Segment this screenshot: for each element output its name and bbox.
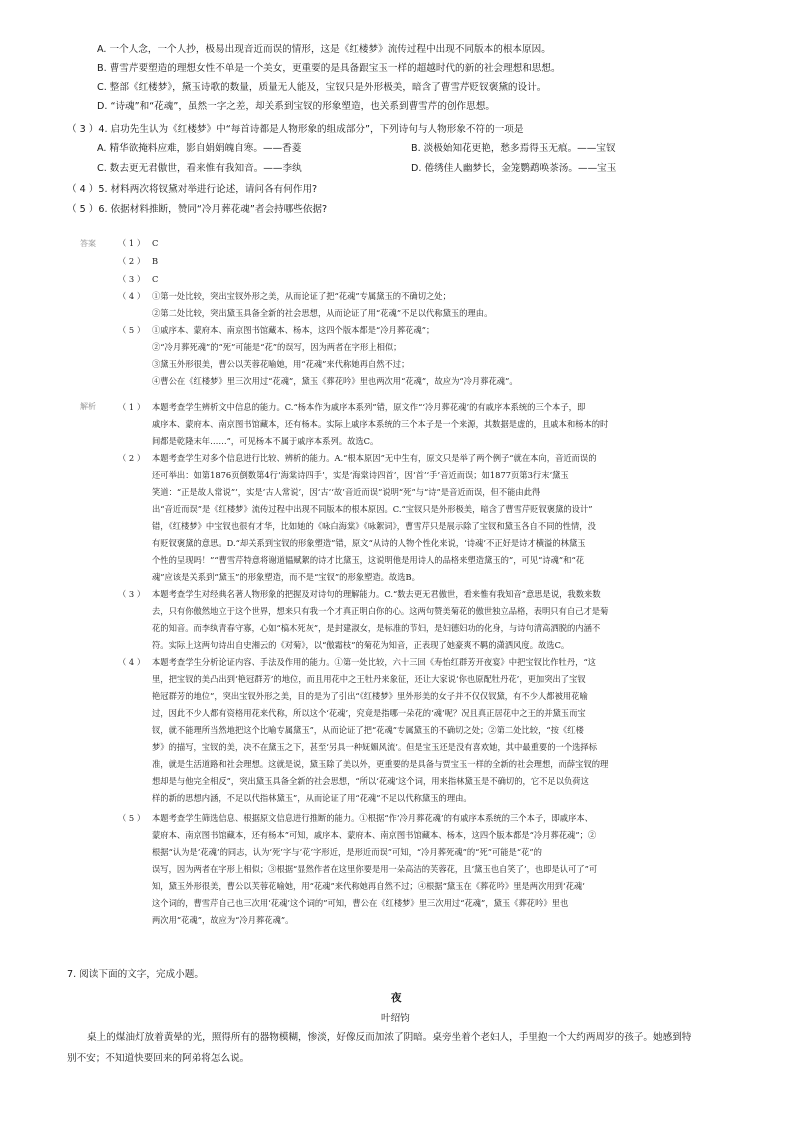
answer-num: （ 4 ） xyxy=(118,291,146,301)
analysis-line: 本题考查学生对经典名著人物形象的把握及对诗句的理解能力。C.“数去更无君傲世，看来惟有我知音”意思是说，我数来数 xyxy=(152,589,601,599)
passage-paragraph: 桌上的煤油灯放着黄晕的光，照得所有的器物模糊，惨淡，好像反而加浓了阴暗。桌旁坐着个老妇人，手里抱一个大约两周岁的孩子。她感到特 xyxy=(87,1032,692,1043)
analysis-line: 两次用“花魂”，故应为“冷月葬花魂”。 xyxy=(152,915,294,925)
analysis-line: 本题考查学生辨析文中信息的能力。C.“杨本作为戚序本系列”错，原文作“‘冷月葬花魂’的有戚序本系统的三个本子，即 xyxy=(152,402,586,412)
analysis-line: 根据“认为是‘花魂’的同志，认为‘死’字与‘花’字形近，是形近而误”可知，“冷月葬死魂”的“死”可能是“花”的 xyxy=(152,847,542,857)
analysis-line: 间都是乾隆末年……”，可见杨本不属于戚序本系列。故选C。 xyxy=(152,436,379,446)
analysis-line: 本题考查学生筛选信息、根据原文信息进行推断的能力。①根据“作‘冷月葬花魂’的有戚序本系统的三个本子，即戚序本、 xyxy=(152,813,593,823)
analysis-num: （ 2 ） xyxy=(118,453,146,463)
answer-num: （ 2 ） xyxy=(118,256,146,266)
analysis-num: （ 4 ） xyxy=(118,657,146,667)
analysis-line: 里，把宝钗的美凸出到‘艳冠群芳’的地位，而且用花中之王牡丹来象征，还让大家说‘你也原配牡丹花’，更加突出了宝钗 xyxy=(152,674,586,684)
analysis-line: 个性的呈现吗！”“曹雪芹特意将谢道韫赋絮的诗才比黛玉，这说明他是用诗人的品格来塑造黛玉的”，可见“诗魂”和“花 xyxy=(152,555,585,565)
analysis-num: （ 3 ） xyxy=(118,589,146,599)
answer-text: ①戚序本、蒙府本、南京图书馆藏本、杨本，这四个版本都是“冷月葬花魂”； xyxy=(152,325,435,335)
answer-num: （ 3 ） xyxy=(118,274,146,284)
analysis-line: 本题考查学生对多个信息进行比较、辨析的能力。A.“根本原因”无中生有，原文只是举了两个例子“就在本向，音近而误的 xyxy=(152,453,597,463)
analysis-line: 魂”应该是关系到“黛玉”的形象塑造，而不是“宝钗”的形象塑造。故选B。 xyxy=(152,572,420,582)
option-d: D. “诗魂”和“花魂”，虽然一字之差，却关系到宝钗的形象塑造，也关系到曹雪芹的创作思想。 xyxy=(97,101,495,112)
analysis-line: 笑道：“正是故人常说”’，实是‘古人常说’，因‘古’‘故’音近而误”说明“死”与“诗”是音近而误，但不能由此得 xyxy=(152,487,541,497)
question-6: （ 5 ）6. 依据材料推断，赞同“冷月葬花魂”者会持哪些依据? xyxy=(67,204,328,215)
analysis-num: （ 5 ） xyxy=(118,813,146,823)
analysis-line: 梦》的描写，宝钗的美，决不在黛玉之下，甚至‘另具一种妩媚风流’。但是宝玉还是没有喜欢她，其中最重要的一个选择标 xyxy=(152,742,598,752)
answer-text: ④曹公在《红楼梦》里三次用过“花魂”，黛玉《葬花吟》里也两次用“花魂”，故应为“冷月葬花魂”。 xyxy=(152,376,518,386)
analysis-line: 去，只有你傲然地立于这个世界，想来只有我一个才真正明白你的心。这两句赞美菊花的傲世独立品格，表明只有自己才是菊 xyxy=(152,606,609,616)
analysis-line: 本题考查学生分析论证内容、手法及作用的能力。①第一处比较，六十三回《寿怡红群芳开夜宴》中把宝钗比作牡丹，“这 xyxy=(152,657,596,667)
analysis-line: 这个词的，曹雪芹自己也三次用‘花魂’这个词的”可知，曹公在《红楼梦》里三次用过“花魂”，黛玉《葬花吟》里也 xyxy=(152,898,569,908)
analysis-line: 知，黛玉外形很美，曹公以芙蓉花喻她，用“花魂”来代称她再自然不过；④根据“黛玉在《葬花吟》里是两次用到‘花魂’ xyxy=(152,881,585,891)
analysis-line: 错，《红楼梦》中宝钗也很有才华，比如她的《咏白海棠》《咏絮词》，曹雪芹只是展示除了宝钗和黛玉各自不同的性情，没 xyxy=(152,521,596,531)
analysis-line: 花的知音。而李纨青春守寡，心如“槁木死灰”，是封建淑女，是标准的节妇，是妇德妇功的化身，与诗句清高洒脱的内涵不 xyxy=(152,623,601,633)
analysis-line: 准，就是生活道路和社会理想。这就是说，黛玉除了美以外，更重要的是具备与贾宝玉一样的全新的社会理想，而薛宝钗的理 xyxy=(152,759,609,769)
passage-paragraph: 别不安；不知道快要回来的阿弟将怎么说。 xyxy=(67,1053,250,1064)
question-4-option-d: D. 倦绣佳人幽梦长，金笼鹦鹉唤茶汤。——宝玉 xyxy=(411,163,617,174)
answer-text: ①第一处比较，突出宝钗外形之美，从而论证了把“花魂”专属黛玉的不确切之处； xyxy=(152,291,451,301)
analysis-line: 还可举出：如第1876页倒数第4行‘海棠诗四手’，实是‘海棠诗四首’，因‘首’‘手’音近而误；如1877页第3行末‘黛玉 xyxy=(152,470,569,480)
analysis-line: 钗，就不能理所当然地把这个比喻专属黛玉”，从而论证了把“花魂”专属黛玉的不确切之处；②第二处比较，“按《红楼 xyxy=(152,725,584,735)
passage-title: 夜 xyxy=(391,992,402,1004)
analysis-line: 误写，因为两者在字形上相似；③根据“显然作者在这里你要是用一朵高洁的芙蓉花，且‘黛玉也自笑了’，也即是认可了”可 xyxy=(152,864,598,874)
answer-text: C xyxy=(152,274,159,284)
passage-author: 叶绍钧 xyxy=(381,1013,410,1024)
question-4-option-c: C. 数去更无君傲世，看来惟有我知音。——李纨 xyxy=(97,163,302,174)
question-7-prompt: 7. 阅读下面的文字，完成小题。 xyxy=(67,969,204,980)
analysis-line: 出“音近而误”是《红楼梦》流传过程中出现不同版本的根本原因。C.“宝钗只是外形极美，暗含了曹雪芹贬钗褒黛的设计” xyxy=(152,504,593,514)
option-b: B. 曹雪芹要塑造的理想女性不单是一个美女，更重要的是具备跟宝玉一样的超越时代的新的社会理想和思想。 xyxy=(97,63,561,74)
answer-num: （ 5 ） xyxy=(118,325,146,335)
answer-text: ②第二处比较，突出黛玉具备全新的社会思想，从而论证了用“花魂”不足以代称黛玉的理由。 xyxy=(152,308,493,318)
answer-num: （ 1 ） xyxy=(118,238,146,248)
option-a: A. 一个人念，一个人抄，极易出现音近而误的情形，这是《红楼梦》流传过程中出现不同版本的根本原因。 xyxy=(97,44,551,55)
analysis-line: 样的新的思想内涵，不足以代指林黛玉”，从而论证了用“花魂”不足以代称黛玉的理由。 xyxy=(152,793,472,803)
answer-text: C xyxy=(152,238,159,248)
answer-tag: 答案 xyxy=(80,239,96,248)
question-4-option-b: B. 淡极始知花更艳，愁多焉得玉无痕。——宝钗 xyxy=(411,143,616,154)
answer-text: ③黛玉外形很美，曹公以芙蓉花喻她，用“花魂”来代称她再自然不过； xyxy=(152,359,410,369)
answer-text: ②“冷月葬死魂”的“死”可能是“花”的误写，因为两者在字形上相似； xyxy=(152,342,402,352)
analysis-tag: 解析 xyxy=(80,402,96,411)
question-5: （ 4 ）5. 材料两次将钗黛对举进行论述，请问各有何作用? xyxy=(67,184,318,195)
analysis-line: 有贬钗褒黛的意思。D.“却关系到宝钗的形象塑造”错，原文“从诗的人物个性化来说，‘诗魂’不正好是诗才横溢的林黛玉 xyxy=(152,538,586,548)
question-4-stem: （ 3 ）4. 启功先生认为《红楼梦》中“每首诗都是人物形象的组成部分”，下列诗句与人物形象不符的一项是 xyxy=(67,124,524,135)
analysis-line: 符。实际上这两句诗出自史湘云的《对菊》，以“傲霜枝”的菊花为知音，正表现了她豪爽不羁的潇洒风度。故选C。 xyxy=(152,640,570,650)
analysis-num: （ 1 ） xyxy=(118,402,146,412)
option-c: C. 整部《红楼梦》，黛玉诗歌的数量，质量无人能及，宝钗只是外形极美，暗含了曹雪芹贬钗褒黛的设计。 xyxy=(97,82,547,93)
analysis-line: 戚序本、蒙府本、南京图书馆藏本，还有杨本。实际上戚序本系统的三个本子是一个来源，其数据是虚的，且戚本和杨本的时 xyxy=(152,419,609,429)
analysis-line: 想却是与他完全相反”，突出黛玉具备全新的社会思想，“所以‘花魂’这个词，用来指林黛玉是不确切的，它不足以负荷这 xyxy=(152,776,589,786)
analysis-line: 艳冠群芳的地位”，突出宝钗外形之美，目的是为了引出“《红楼梦》里外形美的女子并不仅仅钗黛，有不少人都被用花喻 xyxy=(152,691,588,701)
analysis-line: 蒙府本、南京图书馆藏本，还有杨本”可知，戚序本、蒙府本、南京图书馆藏本、杨本，这四个版本都是“冷月葬花魂”；② xyxy=(152,830,597,840)
analysis-line: 过，因此不少人都有资格用花来代称，所以这个‘花魂’，究竟是指哪一朵花的‘魂’呢？况且真正居花中之王的并黛玉而宝 xyxy=(152,708,586,718)
question-4-option-a: A. 精华欲掩料应难，影自娟娟魄自寒。——香菱 xyxy=(97,143,302,154)
answer-text: B xyxy=(152,256,159,266)
